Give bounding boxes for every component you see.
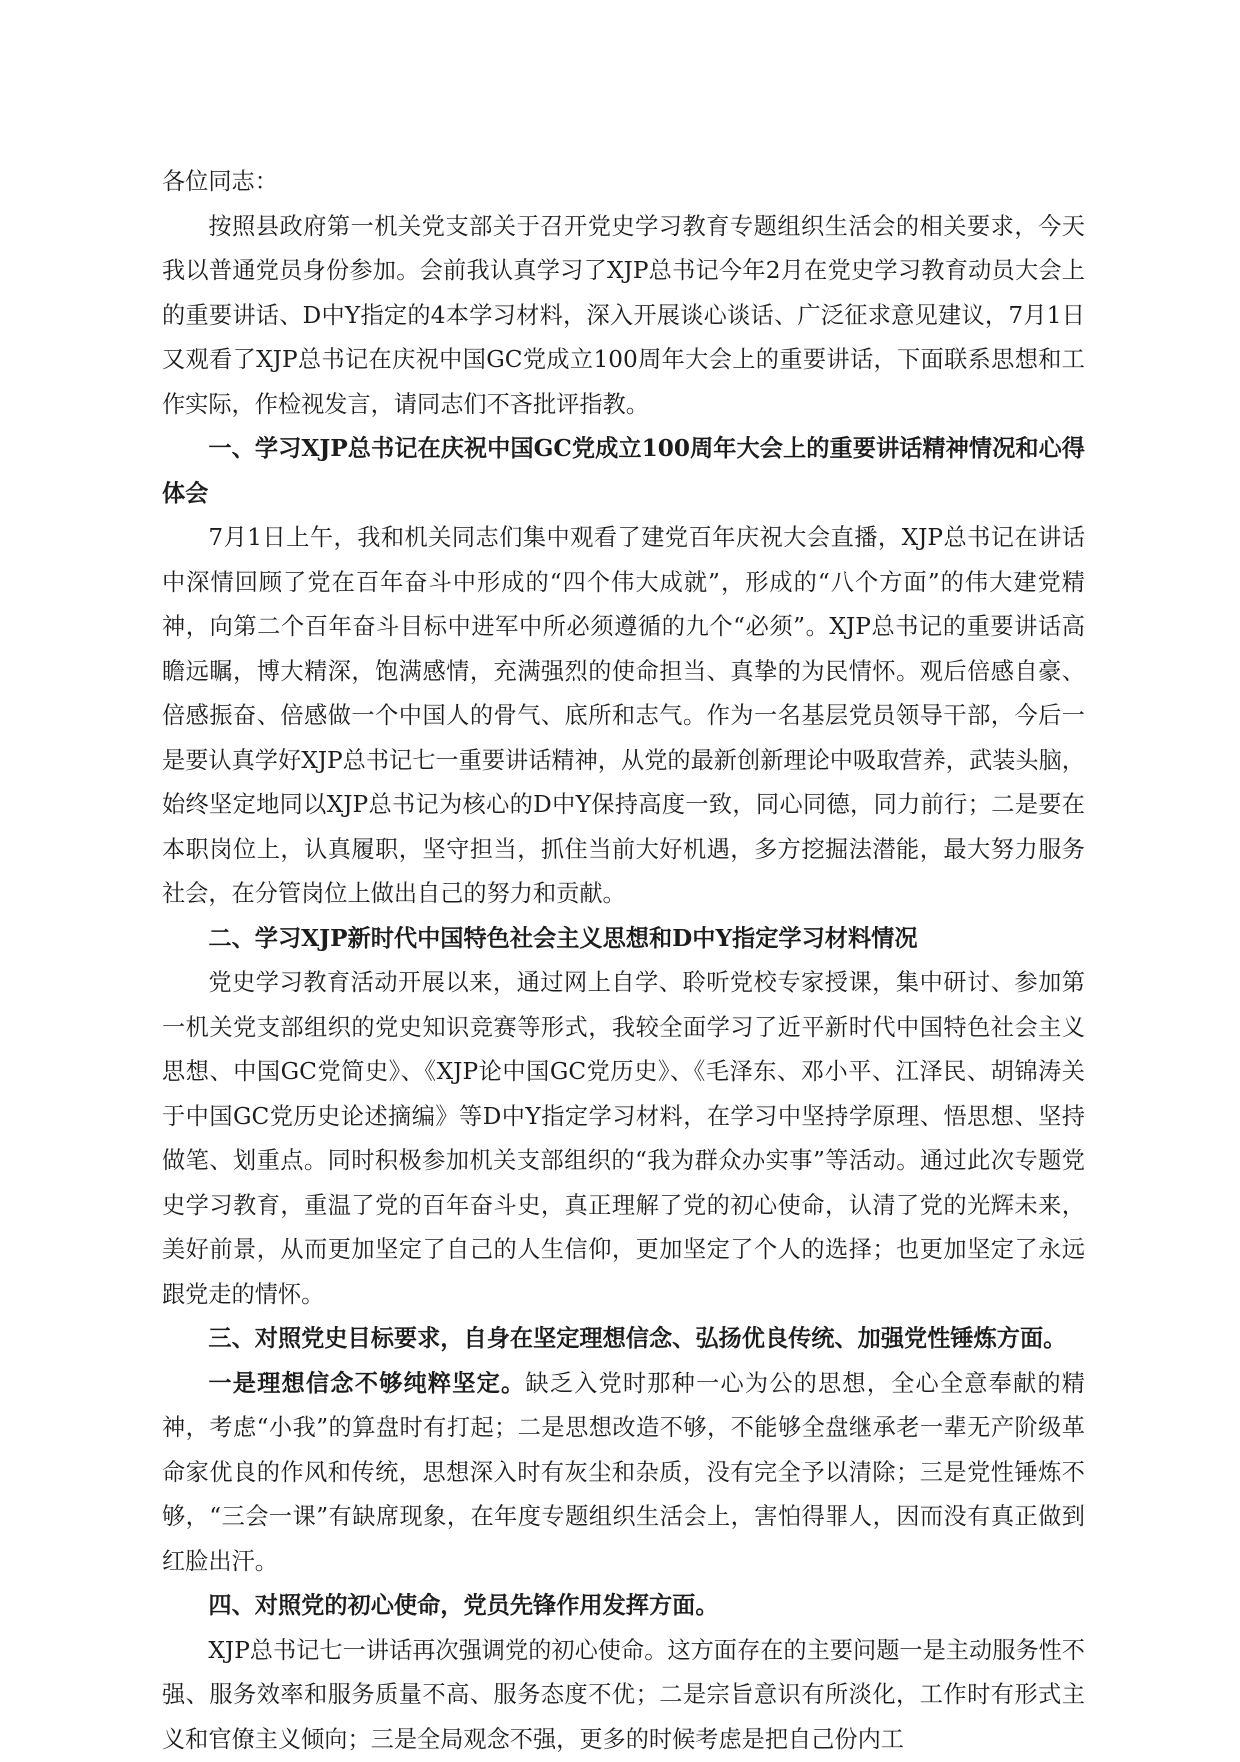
section-1-heading: 一、学习XJP总书记在庆祝中国GC党成立100周年大会上的重要讲话精神情况和心得体会 <box>162 427 1085 516</box>
section-4-body: XJP总书记七一讲话再次强调党的初心使命。这方面存在的主要问题一是主动服务性不强、服务效率和服务质量不高、服务态度不优；二是宗旨意识有所淡化，工作时有形式主义和官僚主义倾向；三是全局观念不强，更多的时候考虑是把自己份内工 <box>162 1629 1085 1762</box>
section-2-heading: 二、学习XJP新时代中国特色社会主义思想和D中Y指定学习材料情况 <box>162 917 1085 962</box>
section-3-body <box>162 1362 1085 1585</box>
intro-paragraph: 按照县政府第一机关党支部关于召开党史学习教育专题组织生活会的相关要求，今天我以普通党员身份参加。会前我认真学习了XJP总书记今年2月在党史学习教育动员大会上的重要讲话、D中Y指定的4本学习材料，深入开展谈心谈话、广泛征求意见建议，7月1日又观看了XJP总书记在庆祝中国GC党成立100周年大会上的重要讲话，下面联系思想和工作实际，作检视发言，请同志们不吝批评指教。 <box>162 205 1085 428</box>
section-4-heading: 四、对照党的初心使命，党员先锋作用发挥方面。 <box>162 1584 1085 1629</box>
greeting: 各位同志： <box>162 160 1085 205</box>
section-3-text: 缺乏入党时那种一心为公的思想，全心全意奉献的精神，考虑“小我”的算盘时有打起；二是思想改造不够，不能够全盘继承老一辈无产阶级革命家优良的作风和传统，思想深入时有灰尘和杂质，没有完全予以清除；三是党性锤炼不够，“三会一课”有缺席现象，在年度专题组织生活会上，害怕得罪人，因而没有真正做到红脸出汗。 <box>162 1370 1085 1575</box>
section-2-body: 党史学习教育活动开展以来，通过网上自学、聆听党校专家授课，集中研讨、参加第一机关党支部组织的党史知识竞赛等形式，我较全面学习了近平新时代中国特色社会主义思想、中国GC党简史》、《XJP论中国GC党历史》、《毛泽东、邓小平、江泽民、胡锦涛关于中国GC党历史论述摘编》等D中Y指定学习材料，在学习中坚持学原理、悟思想、坚持做笔、划重点。同时积极参加机关支部组织的“我为群众办实事”等活动。通过此次专题党史学习教育，重温了党的百年奋斗史，真正理解了党的初心使命，认清了党的光辉未来，美好前景，从而更加坚定了自己的人生信仰，更加坚定了个人的选择；也更加坚定了永远跟党走的情怀。 <box>162 961 1085 1317</box>
section-3-lead: 一是理想信念不够纯粹坚定。 <box>208 1370 525 1397</box>
section-1-body: 7月1日上午，我和机关同志们集中观看了建党百年庆祝大会直播，XJP总书记在讲话中深情回顾了党在百年奋斗中形成的“四个伟大成就”，形成的“八个方面”的伟大建党精神，向第二个百年奋斗目标中进军中所必须遵循的九个“必须”。XJP总书记的重要讲话高瞻远瞩，博大精深，饱满感情，充满强烈的使命担当、真挚的为民情怀。观后倍感自豪、倍感振奋、倍感做一个中国人的骨气、底所和志气。作为一名基层党员领导干部，今后一是要认真学好XJP总书记七一重要讲话精神，从党的最新创新理论中吸取营养，武装头脑，始终坚定地同以XJP总书记为核心的D中Y保持高度一致，同心同德，同力前行；二是要在本职岗位上，认真履职，坚守担当，抓住当前大好机遇，多方挖掘法潜能，最大努力服务社会，在分管岗位上做出自己的努力和贡献。 <box>162 516 1085 917</box>
section-3-heading: 三、对照党史目标要求，自身在坚定理想信念、弘扬优良传统、加强党性锤炼方面。 <box>162 1317 1085 1362</box>
